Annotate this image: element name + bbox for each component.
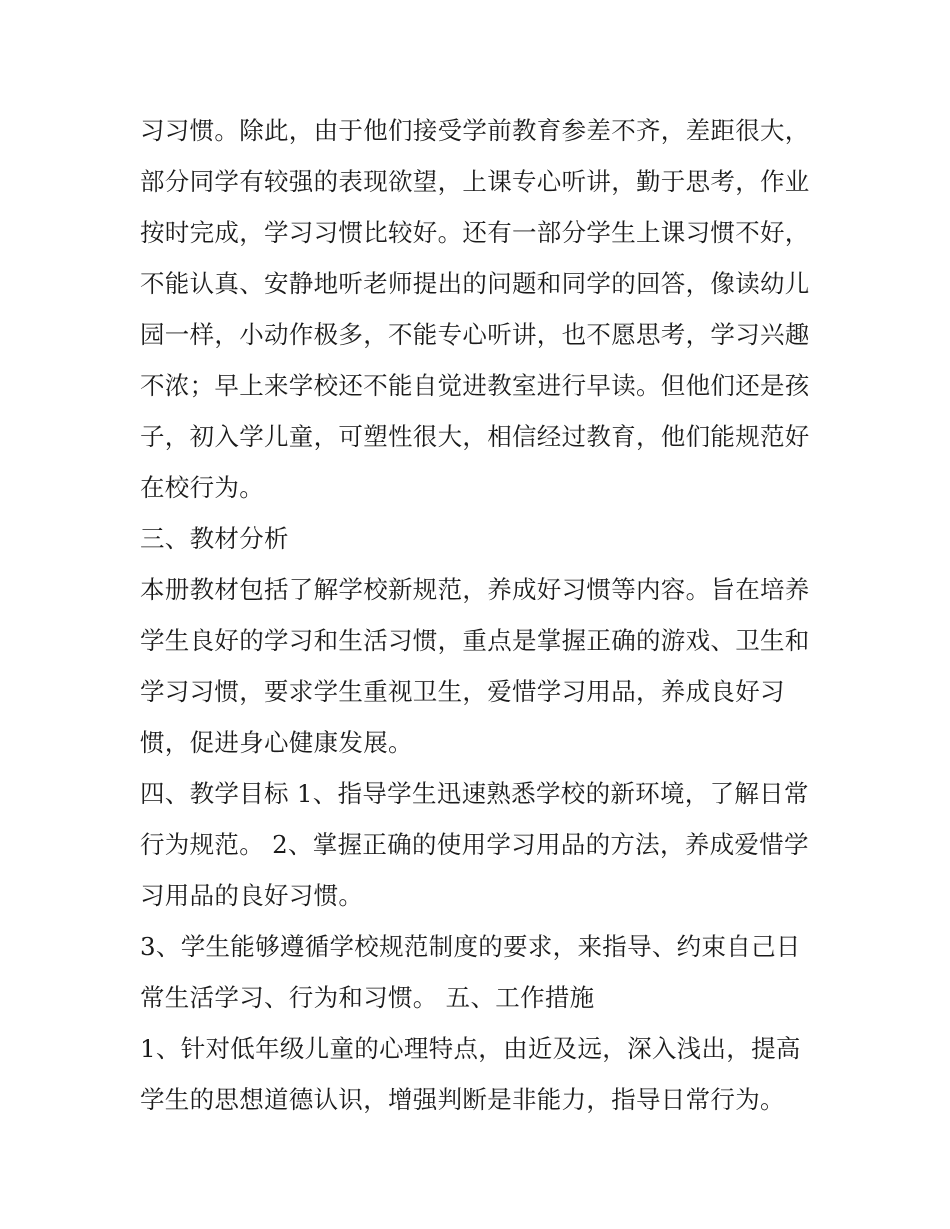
text-line: 四、教学目标 1、指导学生迅速熟悉学校的新环境，了解日常: [140, 779, 809, 808]
text-line: 3、学生能够遵循学校规范制度的要求，来指导、约束自己日: [140, 932, 801, 961]
text-line: 习习惯。除此，由于他们接受学前教育参差不齐，差距很大，: [140, 116, 810, 145]
text-line: 子，初入学儿童，可塑性很大，相信经过教育，他们能规范好: [140, 422, 810, 451]
text-line: 行为规范。 2、掌握正确的使用学习用品的方法，养成爱惜学: [140, 830, 809, 859]
text-line: 学生良好的学习和生活习惯，重点是掌握正确的游戏、卫生和: [140, 626, 810, 655]
text-line: 本册教材包括了解学校新规范，养成好习惯等内容。旨在培养: [140, 575, 810, 604]
text-line: 不能认真、安静地听老师提出的问题和同学的回答，像读幼儿: [140, 269, 810, 298]
text-line: 按时完成，学习习惯比较好。还有一部分学生上课习惯不好，: [140, 218, 810, 247]
text-line: 惯，促进身心健康发展。: [140, 728, 413, 757]
text-line: 学习习惯，要求学生重视卫生，爱惜学习用品，养成良好习: [140, 677, 785, 706]
text-line: 1、针对低年级儿童的心理特点，由近及远，深入浅出，提高: [140, 1034, 801, 1063]
text-line: 在校行为。: [140, 473, 264, 502]
text-line: 学生的思想道德认识，增强判断是非能力，指导日常行为。: [140, 1085, 785, 1114]
text-line: 不浓；早上来学校还不能自觉进教室进行早读。但他们还是孩: [140, 371, 810, 400]
text-line: 习用品的良好习惯。: [140, 881, 364, 910]
document-body: [140, 105, 820, 1125]
text-line: 部分同学有较强的表现欲望，上课专心听讲，勤于思考，作业: [140, 167, 810, 196]
text-line: 常生活学习、行为和习惯。 五、工作措施: [140, 983, 595, 1012]
section-heading: 三、教材分析: [140, 524, 289, 553]
text-line: 园一样，小动作极多，不能专心听讲，也不愿思考，学习兴趣: [140, 320, 810, 349]
